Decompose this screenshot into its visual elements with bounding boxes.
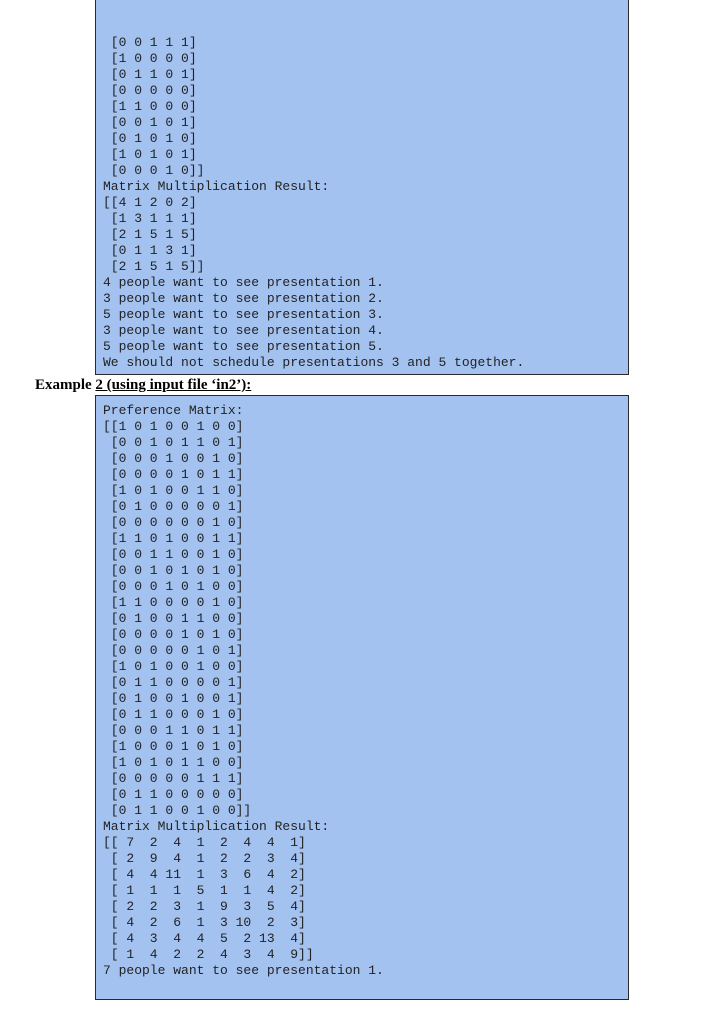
output-line: [0 0 0 0 1 0 1 0] xyxy=(103,627,244,642)
output-line: [0 0 1 1 1] xyxy=(103,35,197,50)
example-2-heading-prefix: Example xyxy=(35,377,96,393)
output-line: [0 1 0 0 1 0 0 1] xyxy=(103,691,244,706)
output-line: 3 people want to see presentation 4. xyxy=(103,323,384,338)
output-line: [0 1 0 0 1 1 0 0] xyxy=(103,611,244,626)
output-line: [0 0 1 0 1 1 0 1] xyxy=(103,435,244,450)
output-line: [0 0 1 0 1] xyxy=(103,115,197,130)
output-line: [0 1 0 0 0 0 0 1] xyxy=(103,499,244,514)
output-line: [0 0 0 1 0 1 0 0] xyxy=(103,579,244,594)
output-line: [2 1 5 1 5] xyxy=(103,227,197,242)
output-box-example-1 xyxy=(95,0,629,375)
output-line: [ 4 2 6 1 3 10 2 3] xyxy=(103,915,306,930)
output-line: [0 0 0 0 0 1 0 1] xyxy=(103,643,244,658)
output-line: Matrix Multiplication Result: xyxy=(103,179,330,194)
output-line: [0 0 1 1 0 0 1 0] xyxy=(103,547,244,562)
output-line: [0 1 0 1 0] xyxy=(103,131,197,146)
output-line: Matrix Multiplication Result: xyxy=(103,819,330,834)
output-box-example-2 xyxy=(95,395,629,1000)
output-line: We should not schedule presentations 3 and 5 together. xyxy=(103,355,525,370)
output-line: [1 0 1 0 0 1 1 0] xyxy=(103,483,244,498)
output-line: [1 3 1 1 1] xyxy=(103,211,197,226)
output-line: [0 0 0 0 0 1 1 1] xyxy=(103,771,244,786)
output-line: [1 0 1 0 1] xyxy=(103,147,197,162)
output-line: [1 1 0 0 0 0 1 0] xyxy=(103,595,244,610)
output-line: [0 1 1 0 0 0 0 0] xyxy=(103,787,244,802)
output-line: [2 1 5 1 5]] xyxy=(103,259,205,274)
output-line: [ 4 4 11 1 3 6 4 2] xyxy=(103,867,306,882)
output-line: [1 0 1 0 1 1 0 0] xyxy=(103,755,244,770)
output-line: 7 people want to see presentation 1. xyxy=(103,963,384,978)
output-line: [0 0 0 0 1 0 1 1] xyxy=(103,467,244,482)
output-line: Preference Matrix: xyxy=(103,403,244,418)
output-line: [1 1 0 1 0 0 1 1] xyxy=(103,531,244,546)
output-line: [ 4 3 4 4 5 2 13 4] xyxy=(103,931,306,946)
output-line: [1 0 1 0 0 1 0 0] xyxy=(103,659,244,674)
output-line: [ 1 4 2 2 4 3 4 9]] xyxy=(103,947,314,962)
output-line: 5 people want to see presentation 3. xyxy=(103,307,384,322)
output-line: [0 0 0 0 0 0 1 0] xyxy=(103,515,244,530)
output-line: [0 0 0 1 1 0 1 1] xyxy=(103,723,244,738)
example-2-heading xyxy=(35,376,251,394)
output-line: [0 0 0 1 0 0 1 0] xyxy=(103,451,244,466)
output-line: [0 1 1 0 1] xyxy=(103,67,197,82)
output-line: [1 0 0 0 1 0 1 0] xyxy=(103,739,244,754)
example-2-heading-underlined: 2 (using input file ‘in2’): xyxy=(95,377,252,393)
output-line: 4 people want to see presentation 1. xyxy=(103,275,384,290)
output-line: [1 0 0 0 0] xyxy=(103,51,197,66)
output-line: [0 0 1 0 1 0 1 0] xyxy=(103,563,244,578)
output-line: [ 2 2 3 1 9 3 5 4] xyxy=(103,899,306,914)
output-line: [[4 1 2 0 2] xyxy=(103,195,197,210)
output-line: 5 people want to see presentation 5. xyxy=(103,339,384,354)
output-line: [0 1 1 0 0 0 0 1] xyxy=(103,675,244,690)
output-line: [0 0 0 0 0] xyxy=(103,83,197,98)
output-line: [0 0 0 1 0]] xyxy=(103,163,205,178)
output-line: [[1 0 1 0 0 1 0 0] xyxy=(103,419,244,434)
output-line: [0 1 1 3 1] xyxy=(103,243,197,258)
output-line: [0 1 1 0 0 1 0 0]] xyxy=(103,803,252,818)
output-line: [ 2 9 4 1 2 2 3 4] xyxy=(103,851,306,866)
output-line: [ 1 1 1 5 1 1 4 2] xyxy=(103,883,306,898)
output-line: [1 1 0 0 0] xyxy=(103,99,197,114)
output-line: [0 1 1 0 0 0 1 0] xyxy=(103,707,244,722)
output-line: [[ 7 2 4 1 2 4 4 1] xyxy=(103,835,306,850)
output-line: 3 people want to see presentation 2. xyxy=(103,291,384,306)
